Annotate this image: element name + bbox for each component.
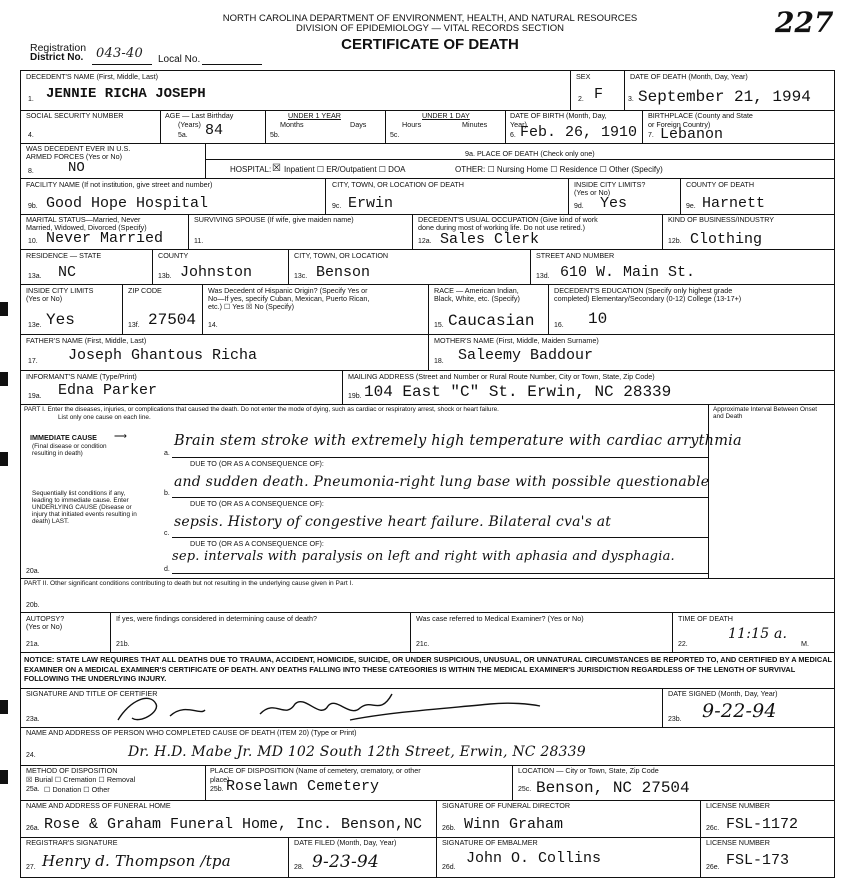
edge-tab — [0, 452, 8, 466]
city-of-death: Erwin — [348, 195, 394, 212]
hispanic-options: etc.) ☐ Yes ☒ No (Specify) — [208, 302, 294, 311]
embalmer-label: SIGNATURE OF EMBALMER — [442, 838, 538, 847]
time-of-death: 11:15 a. — [728, 626, 788, 642]
location-label: LOCATION — City or Town, State, Zip Code — [518, 766, 659, 775]
cause-line-a: Brain stem stroke with extremely high temperature with cardiac arrythmia — [174, 433, 742, 449]
certificate-title: CERTIFICATE OF DEATH — [341, 36, 519, 53]
residence-city: Benson — [316, 264, 371, 281]
sex-value: F — [594, 86, 604, 103]
facility-label: FACILITY NAME (If not institution, give street and number) — [26, 180, 213, 189]
funeral-director: Winn Graham — [464, 816, 564, 833]
education-label: DECEDENT'S EDUCATION (Specify only highest grade — [554, 286, 733, 295]
disposition-location: Benson, NC 27504 — [536, 779, 690, 797]
license-label: LICENSE NUMBER — [706, 801, 770, 810]
residence-county: Johnston — [180, 264, 253, 281]
county-of-death-label: COUNTY OF DEATH — [686, 180, 755, 189]
interval-label: Approximate Interval Between Onset and Death — [713, 406, 818, 420]
funeral-home: Rose & Graham Funeral Home, Inc. Benson,NC — [44, 816, 423, 833]
disposition-place-label: PLACE OF DISPOSITION (Name of cemetery, crematory, or other — [210, 766, 421, 775]
birthplace: Lebanon — [660, 126, 724, 143]
page-number: 227 — [775, 6, 834, 39]
business: Clothing — [690, 231, 763, 248]
occupation: Sales Clerk — [440, 231, 540, 248]
date-signed-label: DATE SIGNED (Month, Day, Year) — [668, 689, 778, 698]
armed-forces-label: WAS DECEDENT EVER IN U.S. — [26, 144, 131, 153]
residence-state: NC — [58, 264, 77, 281]
disposition-place: Roselawn Cemetery — [226, 778, 380, 795]
date-filed-label: DATE FILED (Month, Day, Year) — [294, 838, 397, 847]
mailing-label: MAILING ADDRESS (Street and Number or Rural Route Number, City or Town, State, Zip Code) — [348, 372, 655, 381]
funeral-license: FSL-1172 — [726, 816, 799, 833]
inside-city-label: INSIDE CITY LIMITS — [26, 286, 94, 295]
decedent-name-label: DECEDENT'S NAME (First, Middle, Last) — [26, 72, 158, 81]
facility-name: Good Hope Hospital — [46, 195, 209, 212]
findings-label: If yes, were findings considered in determining cause of death? — [116, 614, 317, 623]
registration-label: Registration — [30, 42, 87, 54]
residence-city-label: CITY, TOWN, OR LOCATION — [294, 251, 389, 260]
sequential-instructions: Sequentially list conditions if any, leading to immediate cause. Enter UNDERLYING CAUSE (Disease or injury that initiated events resulting in death) LAST. — [32, 490, 137, 525]
street-label: STREET AND NUMBER — [536, 251, 615, 260]
marital-label: MARITAL STATUS—Married, Never — [26, 215, 141, 224]
registrar-signature: Henry d. Thompson /tpa — [42, 852, 231, 870]
race-label: RACE — American Indian, — [434, 286, 519, 295]
informant-name: Edna Parker — [58, 382, 158, 399]
zip-label: ZIP CODE — [128, 286, 162, 295]
cause-line-c: sepsis. History of congestive heart failure. Bilateral cva's at — [174, 514, 612, 530]
cause-line-b: and sudden death. Pneumonia-right lung base with possible questionable — [174, 474, 710, 490]
inpatient-checkbox[interactable]: ☒ — [272, 163, 281, 174]
zip-code: 27504 — [148, 311, 197, 329]
part1-instructions: PART I. Enter the diseases, injuries, or complications that caused the death. Do not enter the mode of dying, such as cardiac or respiratory arrest, shock or heart failure. — [24, 406, 499, 413]
state-law-notice: NOTICE: STATE LAW REQUIRES THAT ALL DEATHS DUE TO TRAUMA, ACCIDENT, HOMICIDE, SUICIDE, OR UNDER SUSPICIOUS, UNUSUAL, OR UNNATURAL CIRCUMSTANCES BE REPORTED TO, AND CERTIFIED BY A MEDICAL EXAMINER ON A MEDICAL EXAMINER'S CERTIFICATE OF DEATH. ANY DEATHS FALLING INTO THESE CATEGORIES IS WITHIN THE MEDICAL EXAMINER'S JURISDICTION REGARDLESS OF THE LENGTH OF SURVIVAL FOLLOWING THE UNDERLYING INJURY. — [24, 655, 832, 683]
inside-limits-value: Yes — [600, 195, 628, 212]
age-label: AGE — Last Birthday — [165, 111, 234, 120]
completed-by-label: NAME AND ADDRESS OF PERSON WHO COMPLETED CAUSE OF DEATH (ITEM 20) (Type or Print) — [26, 728, 357, 737]
ssn-label: SOCIAL SECURITY NUMBER — [26, 111, 124, 120]
armed-forces-value: NO — [68, 160, 85, 176]
certifier-label: SIGNATURE AND TITLE OF CERTIFIER — [26, 689, 158, 698]
residence-county-label: COUNTY — [158, 251, 189, 260]
place-of-death-label: 9a. PLACE OF DEATH (Check only one) — [465, 149, 595, 158]
edge-tab — [0, 372, 8, 386]
edge-tab — [0, 770, 8, 784]
city-of-death-label: CITY, TOWN, OR LOCATION OF DEATH — [332, 180, 464, 189]
informant-label: INFORMANT'S NAME (Type/Print) — [26, 372, 137, 381]
age-value: 84 — [205, 122, 224, 139]
date-of-death: September 21, 1994 — [638, 88, 811, 106]
completed-by: Dr. H.D. Mabe Jr. MD 102 South 12th Street, Erwin, NC 28339 — [128, 744, 586, 760]
race: Caucasian — [448, 312, 535, 330]
mother-name: Saleemy Baddour — [458, 347, 594, 364]
other-options: OTHER: ☐ Nursing Home ☐ Residence ☐ Other (Specify) — [455, 165, 663, 174]
father-label: FATHER'S NAME (First, Middle, Last) — [26, 336, 147, 345]
mailing-address: 104 East "C" St. Erwin, NC 28339 — [364, 383, 672, 401]
time-of-death-label: TIME OF DEATH — [678, 614, 733, 623]
edge-tab — [0, 700, 8, 714]
funeral-director-label: SIGNATURE OF FUNERAL DIRECTOR — [442, 801, 571, 810]
registrar-label: REGISTRAR'S SIGNATURE — [26, 838, 118, 847]
marital-status: Never Married — [46, 230, 164, 247]
district-number: 043-40 — [96, 46, 143, 61]
local-no-label: Local No. — [158, 54, 201, 65]
sex-label: SEX — [576, 72, 591, 81]
embalmer-license-label: LICENSE NUMBER — [706, 838, 770, 847]
agency-line-1: NORTH CAROLINA DEPARTMENT OF ENVIRONMENT, HEALTH, AND NATURAL RESOURCES — [222, 13, 638, 24]
date-filed: 9-23-94 — [312, 852, 379, 872]
cause-line-d: sep. intervals with paralysis on left and right with aphasia and dysphagia. — [172, 549, 675, 564]
inside-limits-label: INSIDE CITY LIMITS? — [574, 180, 646, 189]
embalmer-license: FSL-173 — [726, 852, 790, 869]
spouse-label: SURVIVING SPOUSE (If wife, give maiden name) — [194, 215, 354, 224]
hispanic-label: Was Decedent of Hispanic Origin? (Specify Yes or — [208, 286, 368, 295]
birthplace-label: BIRTHPLACE (County and State — [648, 111, 753, 120]
education: 10 — [588, 310, 608, 328]
edge-tab — [0, 302, 8, 316]
street-address: 610 W. Main St. — [560, 264, 696, 281]
date-of-birth: Feb. 26, 1910 — [520, 124, 638, 141]
embalmer: John O. Collins — [466, 850, 602, 867]
date-of-death-label: DATE OF DEATH (Month, Day, Year) — [630, 72, 748, 81]
immediate-cause-label: IMMEDIATE CAUSE — [30, 433, 97, 442]
part2-label: PART II. Other significant conditions contributing to death but not resulting in the underlying cause given in Part I. — [24, 580, 354, 587]
method-label: METHOD OF DISPOSITION — [26, 766, 118, 775]
father-name: Joseph Ghantous Richa — [68, 347, 258, 364]
agency-line-2: DIVISION OF EPIDEMIOLOGY — VITAL RECORDS SECTION — [296, 23, 564, 34]
residence-state-label: RESIDENCE — STATE — [26, 251, 102, 260]
autopsy-label: AUTOPSY? — [26, 614, 65, 623]
occupation-label: DECEDENT'S USUAL OCCUPATION (Give kind of work — [418, 215, 598, 224]
inside-city-value: Yes — [46, 311, 75, 329]
method-options: ☒ Burial ☐ Cremation ☐ Removal — [26, 775, 136, 784]
decedent-name: JENNIE RICHA JOSEPH — [46, 86, 206, 102]
date-signed: 9-22-94 — [702, 700, 777, 722]
county-of-death: Harnett — [702, 195, 766, 212]
medical-examiner-label: Was case referred to Medical Examiner? (Yes or No) — [416, 614, 584, 623]
district-label: District No. — [30, 52, 84, 63]
business-label: KIND OF BUSINESS/INDUSTRY — [668, 215, 775, 224]
certifier-signature — [110, 690, 550, 726]
funeral-home-label: NAME AND ADDRESS OF FUNERAL HOME — [26, 801, 171, 810]
hospital-options: Inpatient ☐ ER/Outpatient ☐ DOA — [284, 165, 406, 174]
dob-label: DATE OF BIRTH (Month, Day, — [510, 111, 607, 120]
mother-label: MOTHER'S NAME (First, Middle, Maiden Surname) — [434, 336, 599, 345]
